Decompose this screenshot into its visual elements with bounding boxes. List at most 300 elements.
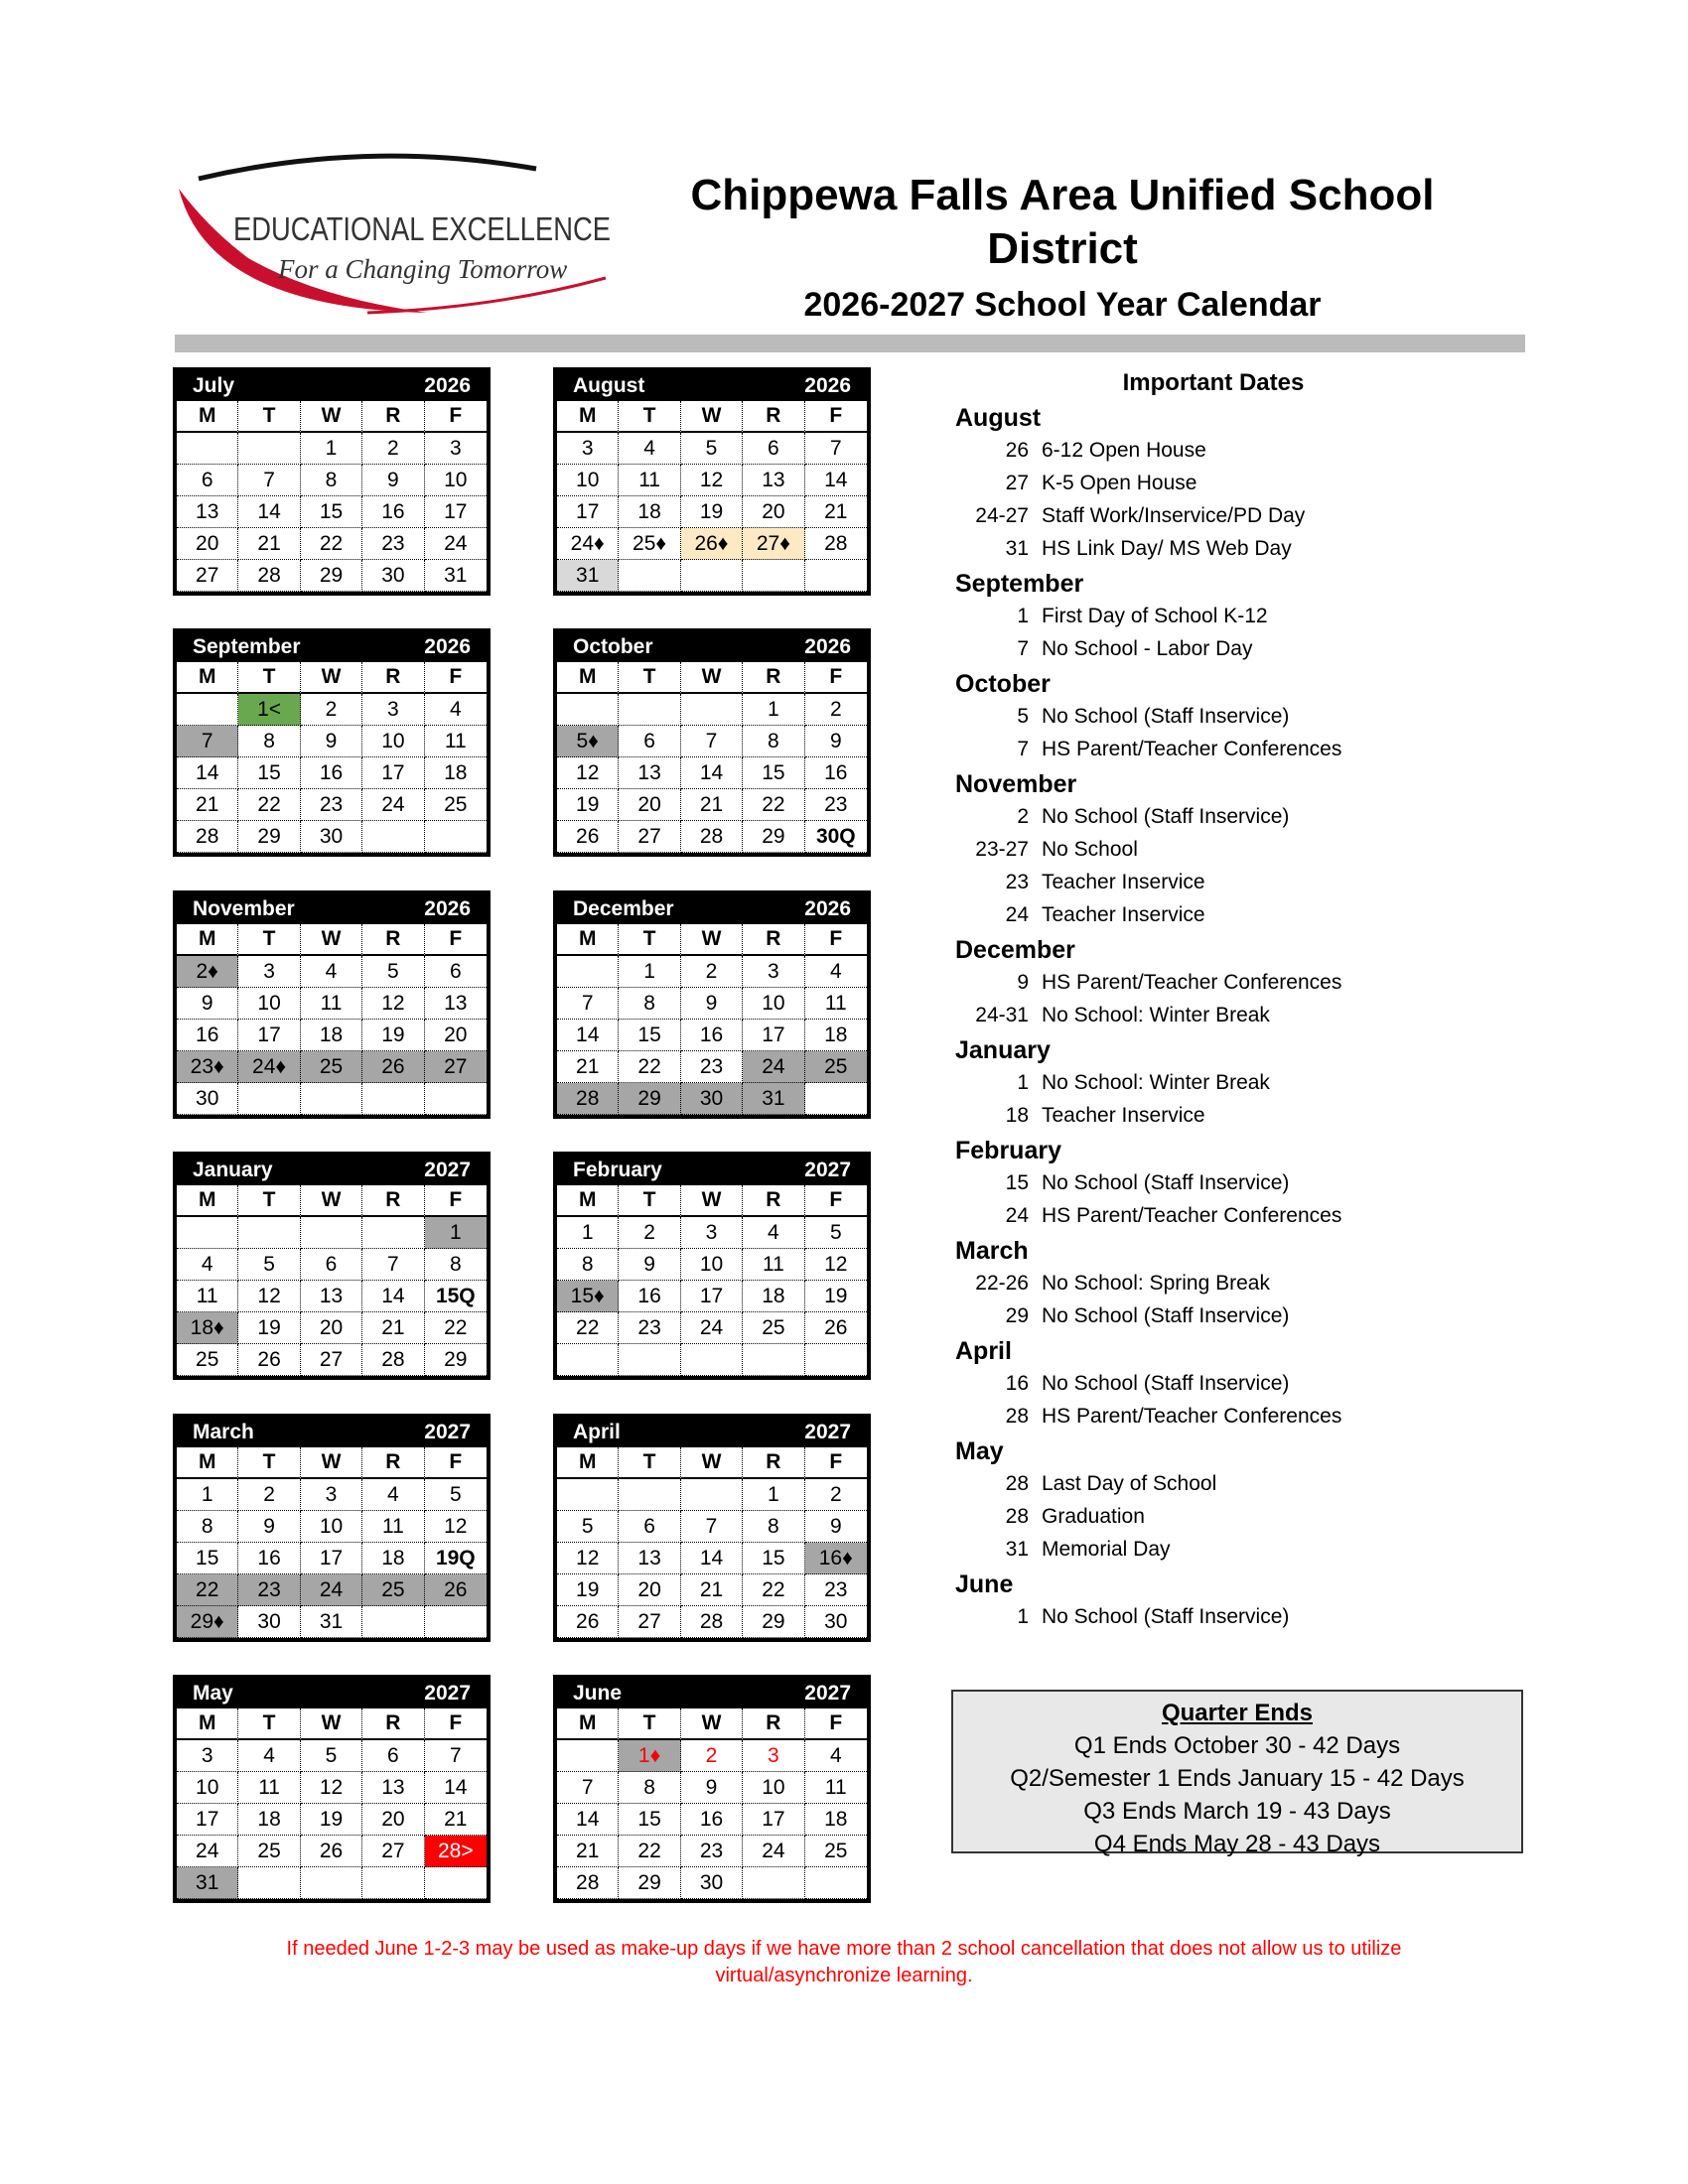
day-cell: 1 [619,956,680,988]
important-description: No School [1042,838,1138,861]
day-cell: 30 [362,560,424,592]
day-cell: 24 [362,789,424,821]
day-cell: 25 [238,1836,300,1867]
day-cell: 2 [805,1479,867,1511]
important-date-row [955,1099,1511,1132]
day-cell: 4 [238,1740,300,1772]
empty-cell [557,956,619,988]
day-cell: 5 [301,1740,362,1772]
weekday-header: M [177,401,238,433]
important-date: 1 [1017,1071,1029,1094]
month-october [553,628,871,857]
day-cell: 13 [743,465,804,496]
day-cell: 6 [362,1740,424,1772]
empty-cell [805,1344,867,1376]
month-name: March [193,1421,254,1443]
weekday-header: R [362,662,424,694]
day-cell: 24♦ [238,1051,300,1083]
day-cell: 29 [425,1344,487,1376]
weekday-header: R [362,1708,424,1740]
day-cell: 27 [177,560,238,592]
weekday-header: W [301,1708,362,1740]
important-month-heading: May [955,1437,1004,1465]
day-cell: 25 [425,789,487,821]
month-march [173,1414,491,1642]
day-cell: 8 [619,1772,680,1804]
day-cell: 19 [557,1574,619,1606]
weekday-header: W [301,924,362,956]
day-cell: 16 [681,1020,743,1051]
important-date: 18 [1005,1104,1029,1127]
day-cell: 4 [619,433,680,465]
weekday-header: R [362,1447,424,1479]
day-cell: 28 [805,528,867,560]
day-cell: 25♦ [619,528,680,560]
empty-cell [425,821,487,853]
day-cell: 22 [743,789,804,821]
month-february [553,1152,871,1380]
day-cell: 14 [805,465,867,496]
important-date-row [955,600,1511,632]
important-description: Teacher Inservice [1042,903,1205,926]
important-description: No School (Staff Inservice) [1042,1605,1290,1628]
important-date-row [955,700,1511,733]
important-description: No School (Staff Inservice) [1042,1304,1290,1327]
month-april [553,1414,871,1642]
important-month-heading: November [955,770,1077,798]
day-cell: 22 [619,1836,680,1867]
day-cell: 27♦ [743,528,804,560]
day-cell: 3 [177,1740,238,1772]
day-cell: 2♦ [177,956,238,988]
day-cell: 26 [362,1051,424,1083]
empty-cell [425,1867,487,1899]
day-cell: 12 [238,1281,300,1312]
day-cell: 4 [805,956,867,988]
important-dates-list [955,403,1511,1633]
day-cell: 27 [425,1051,487,1083]
day-cell: 11 [805,988,867,1020]
day-cell: 3 [743,956,804,988]
important-date: 24 [1005,903,1029,926]
month-header [557,894,867,924]
day-cell: 20 [177,528,238,560]
weekday-header: F [425,401,487,433]
important-date-row [955,467,1511,499]
important-description: Teacher Inservice [1042,871,1205,893]
day-cell: 24 [743,1836,804,1867]
day-cell: 3 [557,433,619,465]
day-cell: 15 [743,757,804,789]
month-name: October [573,635,653,658]
day-cell: 18 [362,1543,424,1574]
day-cell: 14 [557,1804,619,1836]
empty-cell [238,1867,300,1899]
important-date: 31 [1005,537,1029,560]
day-cell: 20 [619,1574,680,1606]
weekday-header: F [805,401,867,433]
day-cell: 7 [557,1772,619,1804]
day-cell: 21 [557,1836,619,1867]
weekday-header: F [425,662,487,694]
day-cell: 27 [362,1836,424,1867]
important-description: HS Parent/Teacher Conferences [1042,1204,1342,1227]
important-month-heading: April [955,1337,1012,1365]
important-month-heading: January [955,1036,1051,1064]
day-cell: 22 [301,528,362,560]
day-cell: 9 [805,726,867,757]
day-cell: 4 [743,1217,804,1249]
day-cell: 12 [805,1249,867,1281]
important-date-row [955,833,1511,866]
day-cell: 22 [619,1051,680,1083]
day-cell: 17 [238,1020,300,1051]
day-cell: 28 [557,1083,619,1115]
day-cell: 7 [557,988,619,1020]
day-cell: 5 [362,956,424,988]
day-cell: 1 [301,433,362,465]
important-description: First Day of School K-12 [1042,605,1268,627]
day-cell: 15Q [425,1281,487,1312]
day-cell: 24 [743,1051,804,1083]
day-cell: 10 [557,465,619,496]
day-cell: 14 [557,1020,619,1051]
day-cell: 5 [805,1217,867,1249]
quarter-line: Q2/Semester 1 Ends January 15 - 42 Days [1010,1765,1465,1792]
weekday-header: W [301,662,362,694]
day-cell: 9 [362,465,424,496]
day-cell: 11 [619,465,680,496]
day-cell: 18 [425,757,487,789]
important-date: 1 [1017,605,1029,627]
day-cell: 26 [557,1606,619,1638]
weekday-header: R [362,1185,424,1217]
day-cell: 13 [362,1772,424,1804]
weekday-header: T [238,1708,300,1740]
day-cell: 28 [238,560,300,592]
day-cell: 15 [301,496,362,528]
day-cell: 1 [425,1217,487,1249]
important-date: 24-31 [975,1004,1029,1026]
day-cell: 5 [681,433,743,465]
weekday-header: F [425,924,487,956]
weekday-header: F [425,1447,487,1479]
weekday-header: R [743,662,804,694]
day-cell: 23 [362,528,424,560]
weekday-header: T [619,662,680,694]
day-cell: 2 [681,1740,743,1772]
quarter-line: Q1 Ends October 30 - 42 Days [1073,1732,1401,1759]
day-cell: 1♦ [619,1740,680,1772]
day-cell: 21 [425,1804,487,1836]
day-cell: 19 [557,789,619,821]
weekday-header: T [619,1708,680,1740]
day-cell: 26 [238,1344,300,1376]
day-cell: 25 [301,1051,362,1083]
page-subtitle: 2026-2027 School Year Calendar [803,286,1322,324]
weekday-header: T [238,924,300,956]
weekday-header: R [743,1708,804,1740]
weekday-header: F [425,1708,487,1740]
month-year: 2026 [804,374,851,397]
day-cell: 24 [425,528,487,560]
weekday-header: T [619,401,680,433]
day-cell: 19 [362,1020,424,1051]
weekday-header: M [177,1447,238,1479]
important-description: Last Day of School [1042,1472,1217,1495]
day-grid [177,401,487,592]
day-cell: 19 [805,1281,867,1312]
important-date-row [955,1367,1511,1400]
day-cell: 26 [557,821,619,853]
weekday-header: R [743,401,804,433]
day-cell: 1 [177,1479,238,1511]
weekday-header: T [238,1185,300,1217]
important-date: 27 [1005,472,1029,494]
important-description: No School (Staff Inservice) [1042,705,1290,728]
day-cell: 20 [301,1312,362,1344]
day-cell: 14 [362,1281,424,1312]
empty-cell [301,1083,362,1115]
day-cell: 2 [238,1479,300,1511]
important-date-row [955,1500,1511,1533]
important-date-row [955,1400,1511,1433]
weekday-header: R [362,401,424,433]
day-cell: 16 [619,1281,680,1312]
day-cell: 20 [743,496,804,528]
month-year: 2027 [804,1421,851,1443]
day-cell: 13 [177,496,238,528]
month-january [173,1152,491,1380]
day-cell: 10 [743,1772,804,1804]
day-cell: 14 [177,757,238,789]
important-date: 31 [1005,1538,1029,1561]
day-cell: 23 [238,1574,300,1606]
day-cell: 23 [619,1312,680,1344]
day-cell: 4 [425,694,487,726]
day-cell: 25 [805,1051,867,1083]
important-description: No School - Labor Day [1042,637,1253,660]
day-cell: 9 [177,988,238,1020]
empty-cell [177,433,238,465]
month-year: 2026 [804,635,851,658]
important-date: 26 [1005,439,1029,462]
day-cell: 30Q [805,821,867,853]
important-date: 9 [1017,971,1029,994]
weekday-header: F [425,1185,487,1217]
day-cell: 29 [301,560,362,592]
day-cell: 10 [301,1511,362,1543]
weekday-header: M [177,924,238,956]
month-year: 2027 [804,1682,851,1705]
day-cell: 6 [619,726,680,757]
day-cell: 11 [301,988,362,1020]
day-cell: 16 [301,757,362,789]
important-date-row [955,1600,1511,1633]
important-date-row [955,733,1511,765]
day-cell: 15 [743,1543,804,1574]
day-cell: 14 [681,757,743,789]
empty-cell [301,1217,362,1249]
month-name: February [573,1159,662,1181]
important-description: HS Parent/Teacher Conferences [1042,738,1342,760]
month-year: 2026 [424,635,471,658]
day-grid [177,1708,487,1899]
important-month-heading: September [955,570,1084,598]
important-date: 1 [1017,1605,1029,1628]
day-cell: 7 [681,1511,743,1543]
important-date-row [955,898,1511,931]
day-cell: 31 [177,1867,238,1899]
day-cell: 13 [425,988,487,1020]
day-cell: 23 [805,1574,867,1606]
important-description: No School: Winter Break [1042,1071,1270,1094]
day-cell: 7 [362,1249,424,1281]
weekday-header: F [805,1447,867,1479]
important-date: 24-27 [975,504,1029,527]
empty-cell [362,1083,424,1115]
title-line-2: District [987,224,1138,273]
empty-cell [425,1606,487,1638]
day-cell: 10 [743,988,804,1020]
month-header [177,1156,487,1185]
empty-cell [805,1867,867,1899]
logo-main-text: EDUCATIONAL EXCELLENCE [233,210,611,247]
day-cell: 16♦ [805,1543,867,1574]
day-cell: 22 [177,1574,238,1606]
day-cell: 31 [301,1606,362,1638]
empty-cell [743,1867,804,1899]
important-description: Teacher Inservice [1042,1104,1205,1127]
day-cell: 27 [301,1344,362,1376]
day-cell: 17 [425,496,487,528]
day-cell: 2 [362,433,424,465]
day-cell: 29 [743,1606,804,1638]
important-date-row [955,1267,1511,1299]
important-description: Graduation [1042,1505,1145,1528]
important-date-row [955,966,1511,999]
day-cell: 1 [743,694,804,726]
important-date: 5 [1017,705,1029,728]
day-cell: 11 [177,1281,238,1312]
day-cell: 9 [238,1511,300,1543]
important-date: 15 [1005,1171,1029,1194]
month-header [557,632,867,662]
important-date-row [955,1066,1511,1099]
day-grid [177,662,487,853]
weekday-header: R [743,924,804,956]
day-cell: 18 [619,496,680,528]
day-cell: 29 [619,1867,680,1899]
important-description: No School (Staff Inservice) [1042,805,1290,828]
day-cell: 16 [805,757,867,789]
important-month-heading: March [955,1237,1029,1265]
important-month-heading: October [955,670,1051,698]
day-cell: 23 [805,789,867,821]
important-description: No School: Spring Break [1042,1272,1270,1295]
important-dates-title: Important Dates [1122,369,1305,396]
empty-cell [238,1083,300,1115]
day-cell: 12 [425,1511,487,1543]
month-year: 2027 [424,1159,471,1181]
day-cell: 24 [301,1574,362,1606]
month-year: 2026 [424,374,471,397]
day-cell: 25 [743,1312,804,1344]
month-december [553,890,871,1119]
weekday-header: F [805,1185,867,1217]
empty-cell [557,1344,619,1376]
month-header [557,1679,867,1708]
day-cell: 8 [743,726,804,757]
day-cell: 12 [362,988,424,1020]
important-description: No School (Staff Inservice) [1042,1372,1290,1395]
month-header [177,894,487,924]
important-month-heading: February [955,1137,1061,1164]
empty-cell [177,694,238,726]
weekday-header: W [301,1185,362,1217]
empty-cell [743,560,804,592]
important-date-row [955,1467,1511,1500]
day-cell: 15 [619,1020,680,1051]
month-header [177,1679,487,1708]
important-description: HS Parent/Teacher Conferences [1042,971,1342,994]
important-date-row [955,632,1511,665]
day-cell: 14 [425,1772,487,1804]
weekday-header: M [557,924,619,956]
day-cell: 27 [619,1606,680,1638]
day-cell: 26 [425,1574,487,1606]
title-line-1: Chippewa Falls Area Unified School [690,171,1435,219]
empty-cell [557,694,619,726]
day-cell: 9 [301,726,362,757]
month-header [177,632,487,662]
day-grid [557,1185,867,1376]
day-cell: 2 [619,1217,680,1249]
month-header [177,371,487,401]
quarter-ends-title: Quarter Ends [1161,1700,1314,1726]
empty-cell [557,1479,619,1511]
empty-cell [177,1217,238,1249]
day-cell: 28 [681,1606,743,1638]
empty-cell [362,821,424,853]
day-cell: 10 [362,726,424,757]
day-cell: 30 [238,1606,300,1638]
day-cell: 10 [681,1249,743,1281]
day-cell: 6 [301,1249,362,1281]
day-grid [177,924,487,1115]
day-cell: 10 [177,1772,238,1804]
day-cell: 28 [681,821,743,853]
day-cell: 4 [301,956,362,988]
month-name: May [193,1682,233,1705]
important-date: 29 [1005,1304,1029,1327]
important-month-heading: August [955,404,1042,432]
important-date-row [955,999,1511,1031]
day-cell: 17 [557,496,619,528]
day-cell: 2 [681,956,743,988]
day-cell: 17 [177,1804,238,1836]
month-year: 2026 [804,897,851,920]
month-august [553,367,871,596]
important-date-row [955,1299,1511,1332]
month-november [173,890,491,1119]
important-description: K-5 Open House [1042,472,1197,494]
day-cell: 18 [805,1804,867,1836]
day-cell: 21 [805,496,867,528]
important-dates-panel [955,369,1511,1633]
empty-cell [425,1083,487,1115]
empty-cell [238,1217,300,1249]
